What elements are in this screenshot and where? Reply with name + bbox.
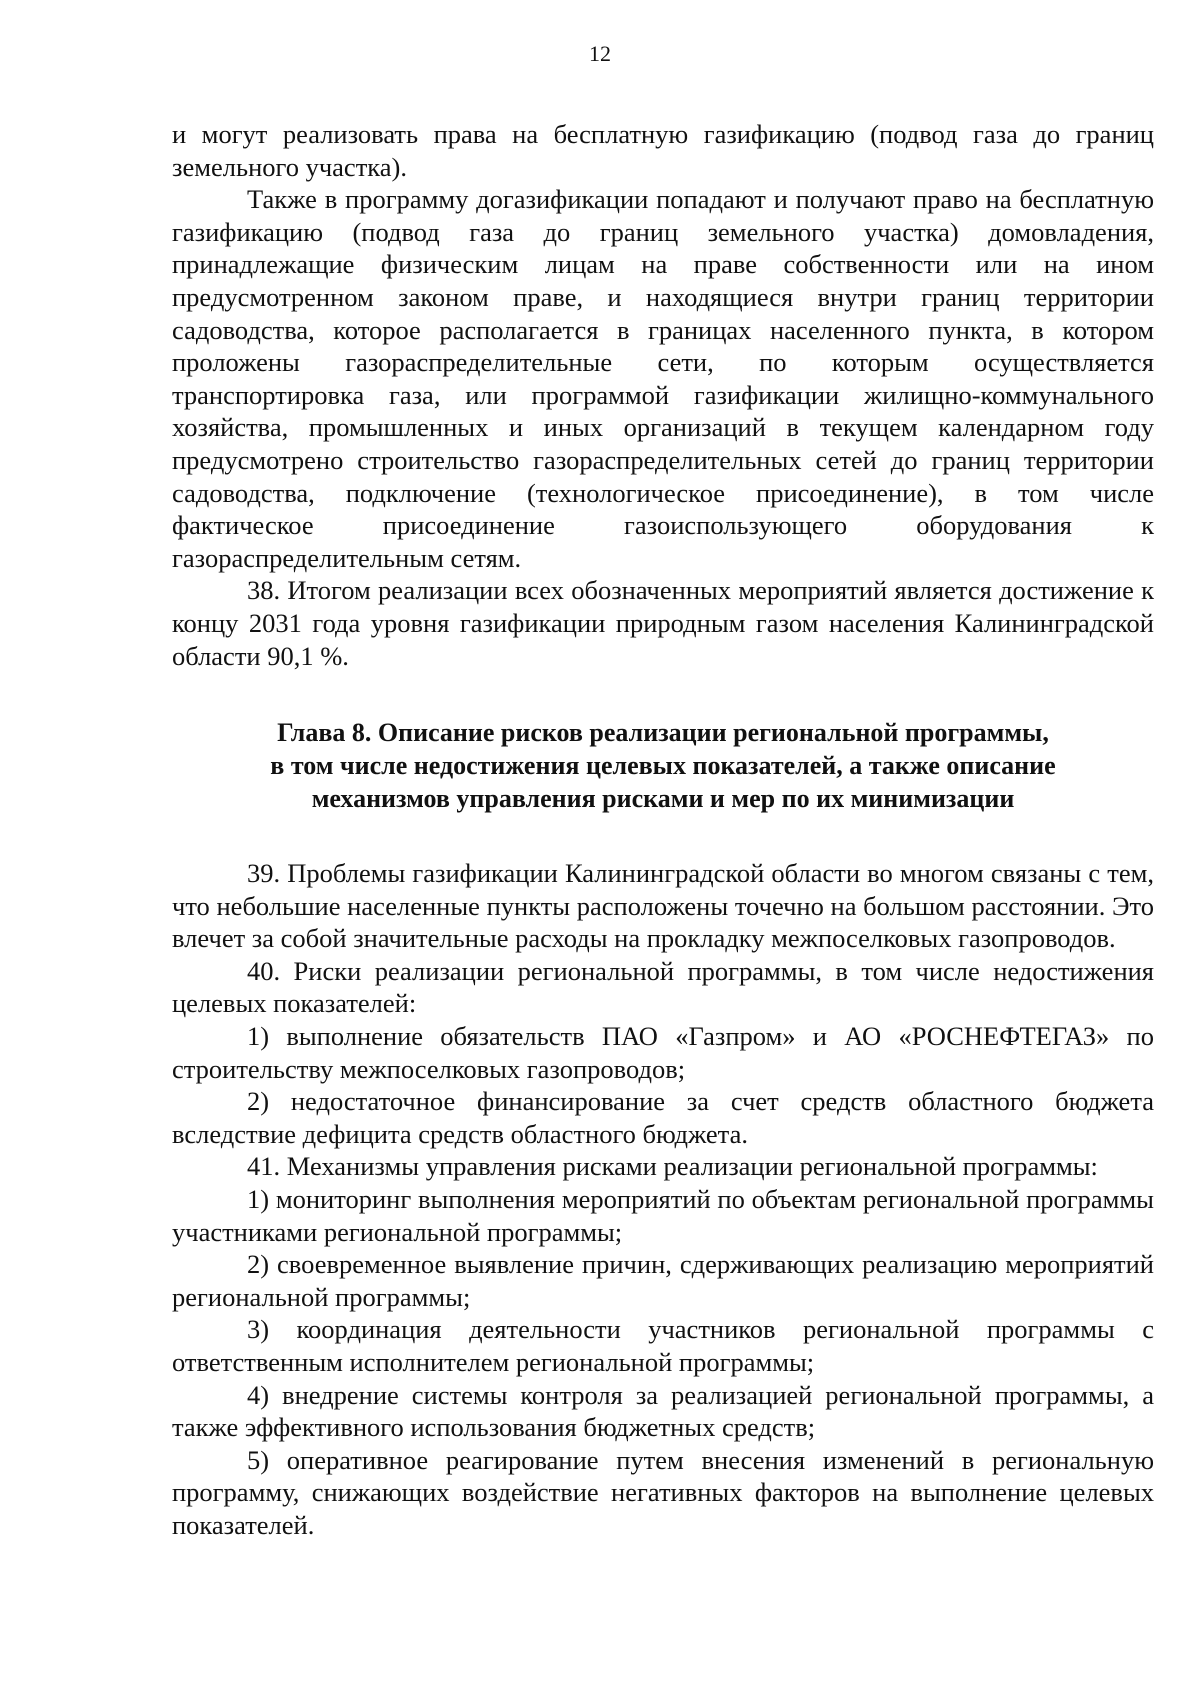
paragraph-40: 40. Риски реализации региональной программы, в том числе недостижения целевых показателей: bbox=[172, 955, 1154, 1019]
list-item-40-2: 2) недостаточное финансирование за счет средств областного бюджета вследствие дефицита средств областного бюджета. bbox=[172, 1086, 1154, 1149]
paragraph-39: 39. Проблемы газификации Калининградской области во многом связаны с тем, что небольшие населенные пункты расположены точечно на большом расстоянии. Это влечет за собой значительные расходы на прокладку межпоселковых газопроводов. bbox=[172, 858, 1154, 954]
chapter-heading-line-1: Глава 8. Описание рисков реализации региональной программы, bbox=[277, 718, 1049, 748]
list-item-41-4: 4) внедрение системы контроля за реализацией региональной программы, а также эффективного использования бюджетных средств; bbox=[172, 1379, 1154, 1443]
paragraph-38: 38. Итогом реализации всех обозначенных мероприятий является достижение к концу 2031 года уровня газификации природным газом населения Калининградской области 90,1 %. bbox=[172, 575, 1154, 671]
list-item-41-3: 3) координация деятельности участников региональной программы с ответственным исполнителем региональной программы; bbox=[172, 1314, 1154, 1377]
list-item-41-2: 2) своевременное выявление причин, сдерживающих реализацию мероприятий региональной программы; bbox=[172, 1249, 1154, 1312]
list-item-41-5: 5) оперативное реагирование путем внесения изменений в региональную программу, снижающих воздействие негативных факторов на выполнение целевых показателей. bbox=[172, 1444, 1154, 1540]
chapter-8-heading bbox=[172, 716, 1154, 815]
paragraph-41: 41. Механизмы управления рисками реализации региональной программы: bbox=[247, 1151, 1098, 1182]
list-item-40-1: 1) выполнение обязательств ПАО «Газпром» и АО «РОСНЕФТЕГАЗ» по строительству межпоселковых газопроводов; bbox=[172, 1021, 1154, 1084]
chapter-heading-line-3: механизмов управления рисками и мер по их минимизации bbox=[311, 784, 1015, 814]
paragraph-degasification: Также в программу догазификации попадают и получают право на бесплатную газификацию (подвод газа до границ земельного участка) домовладения, принадлежащие физическим лицам на праве собственности или на ином предусмотренном законом праве, и находящиеся внутри границ территории садоводства, которое располагается в границах населенного пункта, в котором проложены газораспределительные сети, по которым осуществляется транспортировка газа, или программой газификации жилищно-коммунального хозяйства, промышленных и иных организаций в текущем календарном году предусмотрено строительство газораспределительных сетей до границ территории садоводства, подключение (технологическое присоединение), в том числе фактическое присоединение газоиспользующего оборудования к газораспределительным сетям. bbox=[172, 184, 1154, 573]
list-item-41-1: 1) мониторинг выполнения мероприятий по объектам региональной программы участниками региональной программы; bbox=[172, 1184, 1154, 1247]
page-number: 12 bbox=[589, 41, 611, 66]
document-body bbox=[172, 118, 1154, 1542]
chapter-heading-line-2: в том числе недостижения целевых показателей, а также описание bbox=[270, 751, 1056, 781]
paragraph-continuation: и могут реализовать права на бесплатную газификацию (подвод газа до границ земельного участка). bbox=[172, 119, 1154, 182]
